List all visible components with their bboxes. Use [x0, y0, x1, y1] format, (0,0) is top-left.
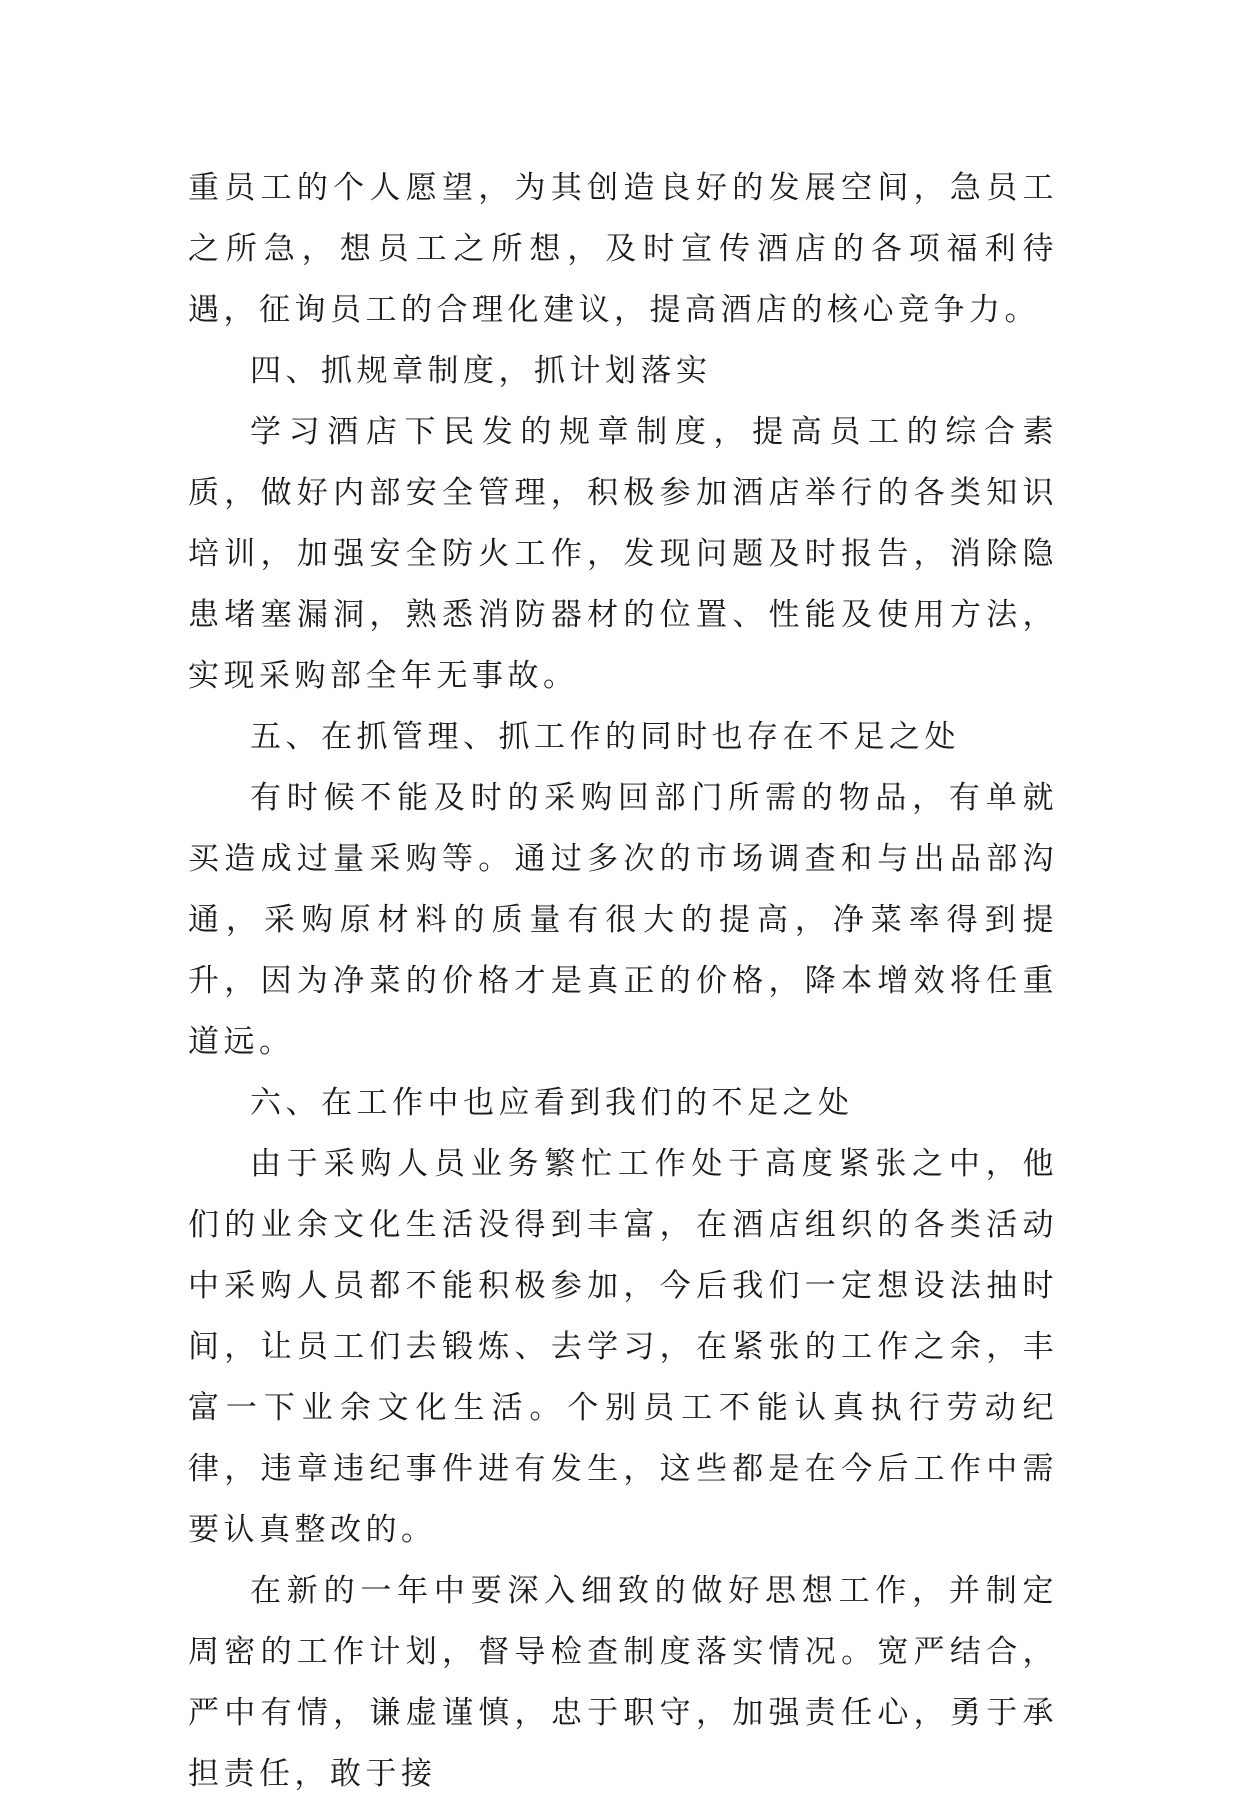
paragraph-section-6: 由于采购人员业务繁忙工作处于高度紧张之中，他们的业余文化生活没得到丰富，在酒店组织的各类活动中采购人员都不能积极参加，今后我们一定想设法抽时间，让员工们去锻炼、去学习，在紧张的工作之余，丰富一下业余文化生活。个别员工不能认真执行劳动纪律，违章违纪事件进有发生，这些都是在今后工作中需要认真整改的。 — [188, 1146, 1058, 1548]
paragraph-section-4: 学习酒店下民发的规章制度，提高员工的综合素质，做好内部安全管理，积极参加酒店举行的各类知识培训，加强安全防火工作，发现问题及时报告，消除隐患堵塞漏洞，熟悉消防器材的位置、性能及使用方法，实现采购部全年无事故。 — [188, 414, 1058, 694]
paragraph-section-5: 有时候不能及时的采购回部门所需的物品，有单就买造成过量采购等。通过多次的市场调查和与出品部沟通，采购原材料的质量有很大的提高，净菜率得到提升，因为净菜的价格才是真正的价格，降本增效将任重道远。 — [188, 780, 1058, 1060]
section-heading-5: 五、在抓管理、抓工作的同时也存在不足之处 — [250, 719, 960, 755]
document-body — [188, 158, 1058, 1805]
section-heading-4: 四、抓规章制度，抓计划落实 — [250, 353, 712, 389]
paragraph-closing: 在新的一年中要深入细致的做好思想工作，并制定周密的工作计划，督导检查制度落实情况。宽严结合，严中有情，谦虚谨慎，忠于职守，加强责任心，勇于承担责任，敢于接 — [188, 1573, 1058, 1792]
section-heading-6: 六、在工作中也应看到我们的不足之处 — [250, 1085, 854, 1121]
paragraph-continuation: 重员工的个人愿望，为其创造良好的发展空间，急员工之所急，想员工之所想，及时宣传酒店的各项福利待遇，征询员工的合理化建议，提高酒店的核心竞争力。 — [188, 170, 1058, 328]
